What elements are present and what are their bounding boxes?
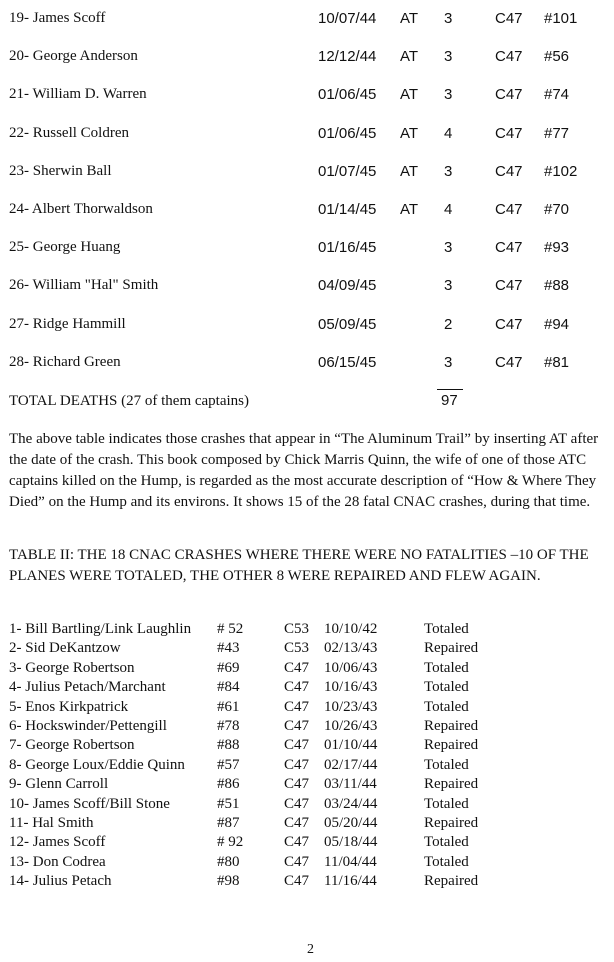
cell-plane: C47 xyxy=(495,86,523,104)
cell-num: #43 xyxy=(217,640,240,657)
cell-name: 19- James Scoff xyxy=(9,10,106,26)
cell-name: 13- Don Codrea xyxy=(9,853,106,870)
cell-date: 01/14/45 xyxy=(318,201,377,218)
cell-status: Totaled xyxy=(424,834,469,851)
cell-num: #86 xyxy=(217,776,240,793)
cell-date: 02/17/44 xyxy=(324,756,378,773)
cell-plane: C47 xyxy=(284,815,310,831)
cell-plane: C47 xyxy=(495,48,523,66)
cell-dead: 4 xyxy=(444,124,453,142)
cell-name: 11- Hal Smith xyxy=(9,815,94,831)
cell-status: Totaled xyxy=(424,698,469,715)
total-rule xyxy=(437,389,463,390)
cell-num: #80 xyxy=(217,853,240,870)
cell-name: 27- Ridge Hammill xyxy=(9,315,126,332)
page-number: 2 xyxy=(307,942,314,957)
cell-num: #102 xyxy=(544,162,578,180)
cell-name: 26- William "Hal" Smith xyxy=(9,277,159,294)
cell-plane: C47 xyxy=(284,659,310,676)
cell-num: #56 xyxy=(544,48,570,66)
cell-plane: C47 xyxy=(284,756,310,773)
explanation-paragraph: The above table indicates those crashes that appear in “The Aluminum Trail” by inserting AT after the date of the crash. This book composed by Chick Marris Quinn, the wife of one of those ATC captains killed on the Hump, is regarded as the most accurate description of “How & Where They Died” on the Hump and its environs. It shows 15 of the 28 fatal CNAC crashes, during that time. xyxy=(9,431,599,510)
cell-status: Totaled xyxy=(424,795,469,812)
cell-date: 02/13/43 xyxy=(324,640,378,657)
cell-status: Totaled xyxy=(424,621,469,637)
cell-plane: C47 xyxy=(495,162,523,180)
cell-num: #87 xyxy=(217,815,240,831)
cell-plane: C47 xyxy=(495,239,523,257)
cell-status: Repaired xyxy=(424,873,479,890)
cell-name: 7- George Robertson xyxy=(9,737,135,754)
cell-at: AT xyxy=(400,48,419,66)
cell-date: 01/06/45 xyxy=(318,86,377,104)
cell-name: 28- Richard Green xyxy=(9,353,121,370)
cell-date: 01/16/45 xyxy=(318,239,377,257)
cell-date: 04/09/45 xyxy=(318,277,377,295)
cell-date: 05/09/45 xyxy=(318,315,377,333)
cell-num: #57 xyxy=(217,756,240,773)
cell-name: 21- William D. Warren xyxy=(9,86,147,103)
cell-name: 3- George Robertson xyxy=(9,659,135,676)
cell-plane: C47 xyxy=(284,834,310,851)
cell-date: 01/06/45 xyxy=(318,124,377,142)
cell-plane: C53 xyxy=(284,640,310,657)
cell-date: 10/10/42 xyxy=(324,621,378,637)
cell-status: Repaired xyxy=(424,718,479,734)
cell-plane: C47 xyxy=(495,353,523,371)
cell-plane: C47 xyxy=(495,201,523,218)
cell-plane: C47 xyxy=(495,124,523,142)
cell-name: 14- Julius Petach xyxy=(9,873,112,890)
cell-name: 25- George Huang xyxy=(9,239,121,256)
cell-plane: C53 xyxy=(284,621,310,637)
cell-date: 10/16/43 xyxy=(324,679,378,696)
cell-dead: 3 xyxy=(444,10,453,27)
cell-plane: C47 xyxy=(284,776,310,793)
cell-dead: 3 xyxy=(444,86,453,104)
cell-num: #74 xyxy=(544,86,570,104)
cell-plane: C47 xyxy=(495,10,523,27)
cell-name: 20- George Anderson xyxy=(9,48,138,65)
total-deaths-label: TOTAL DEATHS (27 of them captains) xyxy=(9,393,249,409)
cell-status: Repaired xyxy=(424,737,479,754)
cell-date: 03/11/44 xyxy=(324,776,377,793)
cell-dead: 3 xyxy=(444,48,453,66)
cell-date: 03/24/44 xyxy=(324,795,378,812)
cell-at: AT xyxy=(400,10,419,27)
cell-num: # 52 xyxy=(217,621,244,637)
cell-num: #81 xyxy=(544,353,570,371)
cell-status: Totaled xyxy=(424,679,469,696)
cell-dead: 4 xyxy=(444,201,453,218)
cell-date: 12/12/44 xyxy=(318,48,377,66)
cell-dead: 2 xyxy=(444,315,453,333)
cell-name: 24- Albert Thorwaldson xyxy=(9,201,153,217)
cell-dead: 3 xyxy=(444,239,453,257)
table2-heading: TABLE II: THE 18 CNAC CRASHES WHERE THERE WERE NO FATALITIES –10 OF THE PLANES WERE TOTALED, THE OTHER 8 WERE REPAIRED AND FLEW AGAIN. xyxy=(9,547,589,584)
cell-name: 1- Bill Bartling/Link Laughlin xyxy=(9,621,192,637)
cell-at: AT xyxy=(400,86,419,104)
cell-date: 11/04/44 xyxy=(324,853,377,870)
cell-status: Totaled xyxy=(424,756,469,773)
cell-num: #88 xyxy=(217,737,240,754)
cell-plane: C47 xyxy=(284,718,310,734)
cell-name: 9- Glenn Carroll xyxy=(9,776,109,793)
cell-name: 2- Sid DeKantzow xyxy=(9,640,121,657)
cell-plane: C47 xyxy=(284,795,310,812)
cell-status: Repaired xyxy=(424,640,479,657)
cell-name: 10- James Scoff/Bill Stone xyxy=(9,795,170,812)
cell-date: 10/23/43 xyxy=(324,698,378,715)
cell-name: 6- Hockswinder/Pettengill xyxy=(9,718,167,734)
cell-status: Totaled xyxy=(424,659,469,676)
cell-plane: C47 xyxy=(284,679,310,696)
cell-name: 5- Enos Kirkpatrick xyxy=(9,698,129,715)
cell-num: #84 xyxy=(217,679,240,696)
cell-num: #98 xyxy=(217,873,240,890)
cell-name: 22- Russell Coldren xyxy=(9,124,129,141)
cell-status: Repaired xyxy=(424,815,479,831)
cell-num: #94 xyxy=(544,315,570,333)
cell-num: #93 xyxy=(544,239,570,257)
cell-date: 01/07/45 xyxy=(318,162,377,180)
cell-name: 8- George Loux/Eddie Quinn xyxy=(9,756,185,773)
cell-plane: C47 xyxy=(495,277,523,295)
cell-plane: C47 xyxy=(284,873,310,890)
cell-status: Totaled xyxy=(424,853,469,870)
cell-plane: C47 xyxy=(284,853,310,870)
cell-num: #77 xyxy=(544,124,570,142)
cell-at: AT xyxy=(400,162,419,180)
cell-at: AT xyxy=(400,124,419,142)
cell-date: 05/18/44 xyxy=(324,834,378,851)
total-deaths-value: 97 xyxy=(441,392,458,409)
cell-at: AT xyxy=(400,201,419,218)
cell-num: #51 xyxy=(217,795,240,812)
cell-date: 05/20/44 xyxy=(324,815,378,831)
cell-num: # 92 xyxy=(217,834,244,851)
cell-dead: 3 xyxy=(444,162,453,180)
cell-date: 10/06/43 xyxy=(324,659,378,676)
cell-dead: 3 xyxy=(444,277,453,295)
cell-dead: 3 xyxy=(444,353,453,371)
cell-num: #101 xyxy=(544,10,578,27)
cell-plane: C47 xyxy=(495,315,523,333)
cell-num: #88 xyxy=(544,277,570,295)
cell-num: #61 xyxy=(217,698,240,715)
cell-name: 12- James Scoff xyxy=(9,834,106,851)
cell-date: 10/07/44 xyxy=(318,10,377,27)
cell-num: #70 xyxy=(544,201,570,218)
cell-num: #69 xyxy=(217,659,240,676)
cell-date: 10/26/43 xyxy=(324,718,378,734)
cell-status: Repaired xyxy=(424,776,479,793)
cell-plane: C47 xyxy=(284,737,310,754)
cell-name: 23- Sherwin Ball xyxy=(9,162,112,179)
cell-num: #78 xyxy=(217,718,240,734)
cell-name: 4- Julius Petach/Marchant xyxy=(9,679,166,696)
cell-date: 01/10/44 xyxy=(324,737,378,754)
cell-date: 11/16/44 xyxy=(324,873,377,890)
cell-date: 06/15/45 xyxy=(318,353,377,371)
cell-plane: C47 xyxy=(284,698,310,715)
